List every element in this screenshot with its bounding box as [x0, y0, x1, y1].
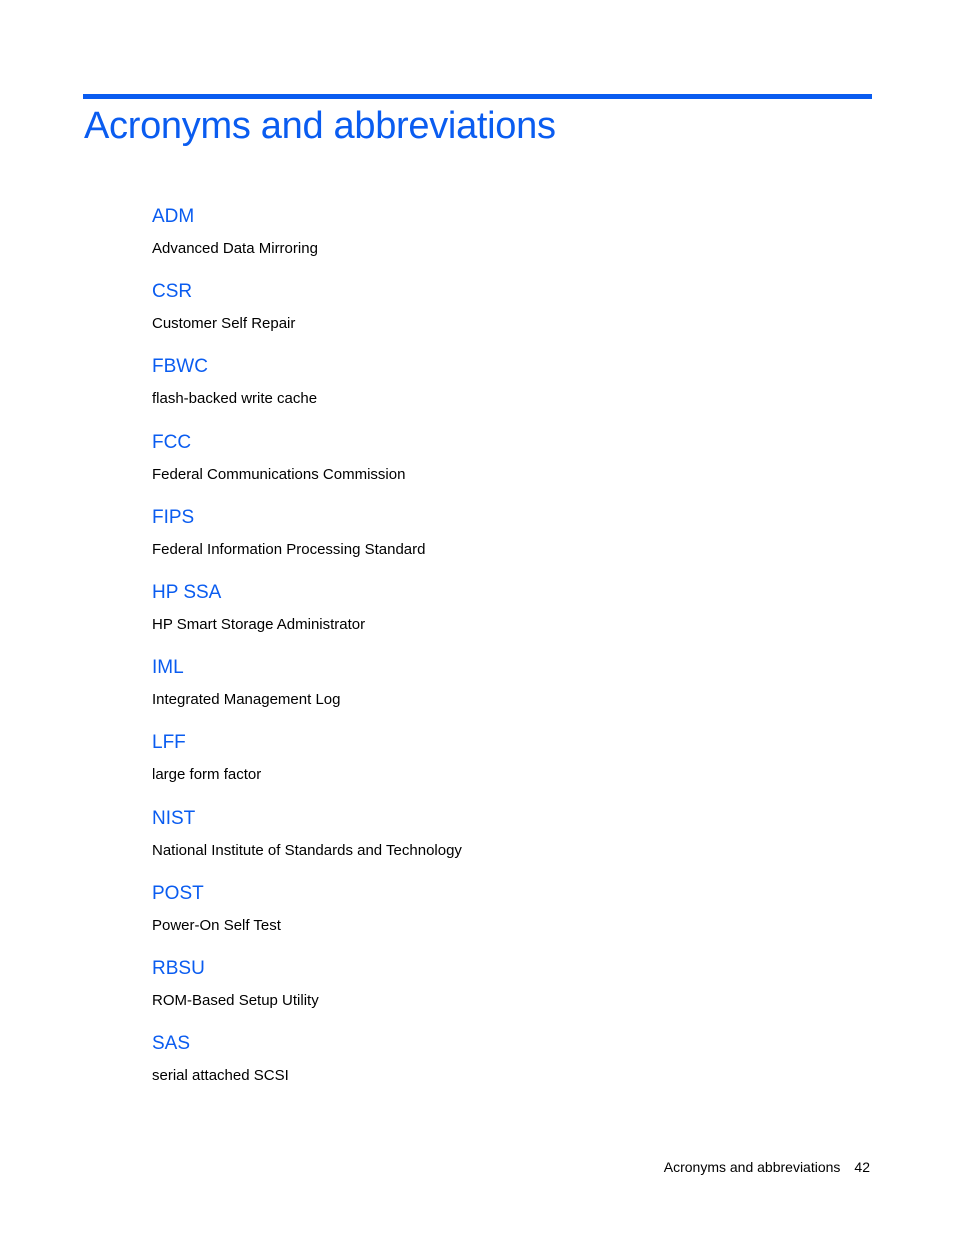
acronym-entry	[152, 655, 852, 730]
acronym-definition: National Institute of Standards and Technology	[152, 841, 462, 859]
acronym-list	[152, 204, 852, 1106]
acronym-term: CSR	[152, 281, 193, 303]
acronym-definition: Federal Communications Commission	[152, 465, 406, 483]
acronym-term: LFF	[152, 732, 186, 754]
acronym-entry	[152, 430, 852, 505]
acronym-term: FBWC	[152, 356, 208, 378]
acronym-definition: Power-On Self Test	[152, 916, 281, 934]
acronym-definition: Advanced Data Mirroring	[152, 240, 318, 257]
acronym-term: SAS	[152, 1033, 191, 1055]
acronym-entry	[152, 881, 852, 956]
acronym-entry	[152, 204, 852, 279]
acronym-entry	[152, 505, 852, 580]
acronym-entry	[152, 279, 852, 354]
footer-section-title: Acronyms and abbreviations	[663, 1159, 841, 1175]
acronym-definition: large form factor	[152, 766, 262, 784]
acronym-term: NIST	[152, 807, 196, 829]
acronym-entry	[152, 806, 852, 881]
acronym-entry	[152, 580, 852, 655]
acronym-term: FIPS	[152, 506, 195, 528]
acronym-entry	[152, 354, 852, 429]
acronym-term: POST	[152, 882, 204, 904]
acronym-definition: ROM-Based Setup Utility	[152, 991, 319, 1009]
acronym-entry	[152, 956, 852, 1031]
acronym-term: ADM	[152, 206, 195, 227]
acronym-entry	[152, 730, 852, 805]
acronym-definition: HP Smart Storage Administrator	[152, 615, 366, 633]
acronym-entry	[152, 1031, 852, 1106]
acronym-term: HP SSA	[152, 581, 222, 603]
page-footer	[664, 1157, 870, 1177]
acronym-definition: Federal Information Processing Standard	[152, 540, 426, 558]
page-title: Acronyms and abbreviations	[84, 105, 556, 147]
acronym-term: IML	[152, 657, 184, 679]
page-number: 42	[854, 1159, 870, 1175]
acronym-definition: flash-backed write cache	[152, 390, 318, 408]
acronym-term: RBSU	[152, 957, 205, 979]
acronym-definition: serial attached SCSI	[152, 1067, 289, 1085]
acronym-definition: Customer Self Repair	[152, 315, 296, 333]
title-rule	[83, 94, 872, 99]
acronym-term: FCC	[152, 431, 192, 453]
acronym-definition: Integrated Management Log	[152, 691, 341, 709]
